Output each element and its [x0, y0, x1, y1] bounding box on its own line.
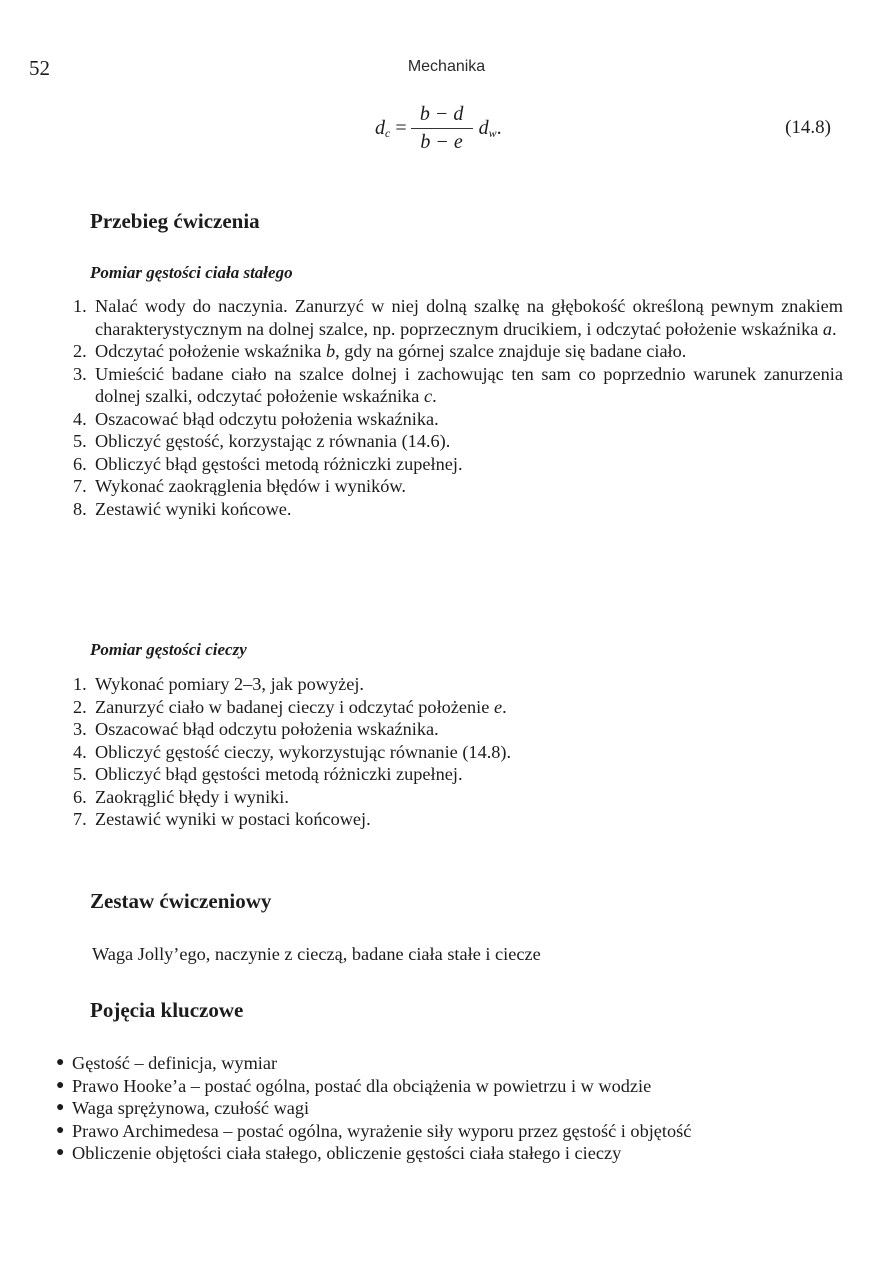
step-text-body: Zestawić wyniki końcowe. [95, 498, 292, 519]
step-number: 2. [73, 341, 87, 361]
step-number: 7. [73, 809, 87, 829]
step-number: 4. [73, 741, 87, 762]
list-item [56, 1075, 844, 1098]
list-item [73, 363, 843, 408]
concept-text: Gęstość – definicja, wymiar [72, 1053, 278, 1073]
heading-procedure: Przebieg ćwiczenia [90, 209, 260, 233]
list-item [73, 453, 843, 476]
heading-liquid-density: Pomiar gęstości cieczy [90, 640, 247, 659]
step-number: 2. [73, 696, 87, 717]
step-text-body: Oszacować błąd odczytu położenia wskaźnika. [95, 719, 439, 739]
step-text [95, 340, 843, 363]
equipment-text: Waga Jolly’ego, naczynie z cieczą, badane ciała stałe i ciecze [92, 944, 541, 964]
list-item [56, 1120, 844, 1143]
equation-equals: = [395, 117, 407, 139]
page-number: 52 [29, 56, 50, 80]
step-number: 3. [73, 719, 87, 739]
equation-lhs: d [375, 117, 385, 139]
heading-solid-density: Pomiar gęstości ciała stałego [90, 263, 293, 282]
equation-number: (14.8) [785, 117, 831, 138]
equation-fraction [411, 103, 473, 154]
liquid-density-steps [73, 673, 843, 831]
step-text [95, 363, 843, 408]
step-number: 1. [73, 674, 87, 694]
bullet-icon: ● [56, 1145, 65, 1160]
equation-factor: d [478, 117, 489, 139]
step-variable: e [493, 696, 503, 717]
equation-14-8 [375, 103, 502, 154]
step-number: 4. [73, 408, 87, 429]
step-text-end: . [832, 318, 837, 339]
concept-text: Obliczenie objętości ciała stałego, obliczenie gęstości ciała stałego i cieczy [72, 1143, 622, 1163]
step-text-end: , gdy na górnej szalce znajduje się badane ciało. [335, 341, 687, 361]
step-number: 5. [73, 764, 87, 784]
step-number: 6. [73, 786, 87, 807]
step-number: 7. [73, 476, 87, 496]
key-concepts-list [56, 1052, 844, 1165]
list-item [73, 696, 843, 719]
list-item [73, 408, 843, 431]
list-item [73, 295, 843, 340]
step-text [95, 718, 843, 741]
step-number: 8. [73, 498, 87, 519]
step-variable: c [423, 386, 433, 406]
step-text-end: . [502, 696, 507, 717]
list-item [73, 498, 843, 521]
list-item [73, 786, 843, 809]
step-text [95, 696, 843, 719]
step-text [95, 786, 843, 809]
list-item [56, 1052, 844, 1075]
heading-equipment: Zestaw ćwiczeniowy [90, 889, 272, 913]
step-text-body: Obliczyć gęstość cieczy, wykorzystując równanie (14.8). [95, 741, 512, 762]
list-item [56, 1142, 844, 1165]
step-text [95, 808, 843, 831]
step-variable: a [822, 318, 833, 339]
equation-denominator: b − e [420, 131, 463, 153]
step-text-body: Wykonać zaokrąglenia błędów i wyników. [95, 476, 406, 496]
list-item [73, 430, 843, 453]
concept-text: Prawo Hooke’a – postać ogólna, postać dla obciążenia w powietrzu i w wodzie [72, 1075, 652, 1096]
step-number: 1. [73, 296, 87, 316]
step-text [95, 673, 843, 696]
solid-density-steps [73, 295, 843, 520]
step-text-body: Wykonać pomiary 2–3, jak powyżej. [95, 674, 364, 694]
step-text-end: . [432, 386, 437, 406]
step-text-body: Nalać wody do naczynia. Zanurzyć w niej dolną szalkę na głębokość określoną pewnym znakiem charakterystycznym na dolnej szalce, np. poprzecznym drucikiem, i odczytać położenie wskaźnika [95, 296, 843, 339]
step-text-body: Umieścić badane ciało na szalce dolnej i zachowując ten sam co poprzednio warunek zanurzenia dolnej szalki, odczytać położenie wskaźnika [95, 363, 843, 406]
step-text [95, 763, 843, 786]
step-text-body: Zanurzyć ciało w badanej cieczy i odczytać położenie [95, 696, 494, 717]
bullet-icon: ● [56, 1055, 65, 1070]
step-text [95, 741, 843, 764]
concept-text: Prawo Archimedesa – postać ogólna, wyrażenie siły wyporu przez gęstość i objętość [72, 1120, 692, 1141]
equation-factor-subscript: w [488, 126, 497, 140]
list-item [73, 673, 843, 696]
step-text [95, 295, 843, 340]
running-head: Mechanika [407, 58, 486, 75]
equation-lhs-subscript: c [385, 126, 391, 140]
step-text [95, 498, 843, 521]
list-item [73, 340, 843, 363]
step-text-body: Obliczyć gęstość, korzystając z równania (14.6). [95, 431, 451, 451]
bullet-icon: ● [56, 1122, 65, 1138]
list-item [73, 763, 843, 786]
step-text-body: Odczytać położenie wskaźnika [95, 341, 326, 361]
heading-key-concepts: Pojęcia kluczowe [90, 998, 244, 1022]
list-item [73, 718, 843, 741]
step-number: 6. [73, 453, 87, 474]
step-text-body: Obliczyć błąd gęstości metodą różniczki zupełnej. [95, 453, 463, 474]
step-text [95, 408, 843, 431]
list-item [73, 808, 843, 831]
list-item [73, 475, 843, 498]
step-text [95, 430, 843, 453]
list-item [73, 741, 843, 764]
bullet-icon: ● [56, 1077, 65, 1093]
step-text-body: Oszacować błąd odczytu położenia wskaźnika. [95, 408, 439, 429]
equation-numerator: b − d [419, 103, 464, 125]
step-text [95, 453, 843, 476]
step-variable: b [325, 341, 336, 361]
step-text-body: Obliczyć błąd gęstości metodą różniczki zupełnej. [95, 764, 463, 784]
equation-period: . [496, 117, 502, 139]
bullet-icon: ● [56, 1100, 65, 1115]
step-number: 5. [73, 431, 87, 451]
step-text-body: Zaokrąglić błędy i wyniki. [95, 786, 289, 807]
list-item [56, 1097, 844, 1120]
step-number: 3. [73, 363, 87, 384]
step-text-body: Zestawić wyniki w postaci końcowej. [95, 809, 371, 829]
step-text [95, 475, 843, 498]
concept-text: Waga sprężynowa, czułość wagi [72, 1098, 310, 1118]
